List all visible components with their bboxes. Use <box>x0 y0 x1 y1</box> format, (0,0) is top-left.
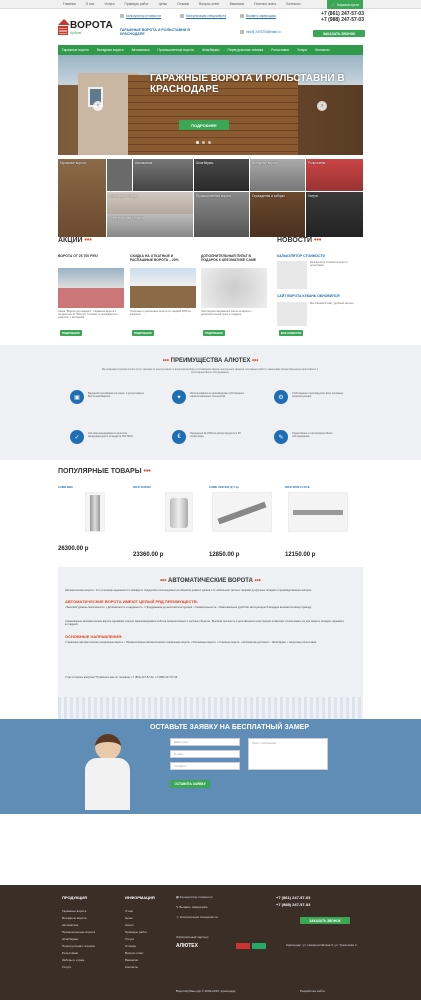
product-1-image[interactable] <box>85 492 105 532</box>
alutech-logo: АЛЮТЕХ <box>176 943 198 949</box>
toplink-useful[interactable]: Полезно знать <box>254 2 277 6</box>
promo-3-title[interactable]: ДОПОЛНИТЕЛЬНЫЙ ПУЛЬТ В ПОДАРОК К АВТОМАТИКЕ CAME <box>201 254 257 262</box>
footer-link[interactable]: Гаражные ворота <box>62 909 87 913</box>
nav-industrial[interactable]: Промышленные ворота <box>157 48 194 52</box>
category-loading[interactable]: Перегрузочная техника <box>107 214 193 237</box>
category-services[interactable]: Услуги <box>306 192 363 237</box>
mail-icon <box>240 30 244 34</box>
footer-link[interactable]: Отзывы <box>125 944 136 948</box>
nav-services[interactable]: Услуги <box>297 48 308 52</box>
footer-copyright: ВоротаКубань.рф © 2009-2015, Краснодар <box>176 989 236 993</box>
promo-1-button[interactable]: ПОДРОБНЕЕ <box>60 330 82 336</box>
footer <box>0 885 421 1000</box>
logo[interactable] <box>58 19 68 35</box>
cart-label: Корзина пуста <box>337 2 359 7</box>
hero-more-button[interactable]: ПОДРОБНЕЕ <box>179 120 229 130</box>
footer-link[interactable]: Услуги <box>125 937 135 941</box>
product-4-image[interactable] <box>288 492 348 532</box>
footer-link[interactable]: Вопрос-ответ <box>125 951 144 955</box>
footer-link[interactable]: Перегрузочная техника <box>62 944 95 948</box>
advantage-5: Продукция ALUTECH экспортируется в 60 стран мира. <box>190 432 241 439</box>
category-entry[interactable]: Въездные ворота <box>250 159 305 191</box>
footer-order-link[interactable]: ✎ Вызвать замерщика <box>176 905 208 909</box>
comment-field[interactable]: Текст сообщения <box>248 738 328 770</box>
promo-2-title[interactable]: СКИДКА НА ОТКАТНЫЕ И РАСПАШНЫЕ ВОРОТА – 20% <box>130 254 179 262</box>
top-bar <box>0 0 421 9</box>
euro-icon: € <box>172 430 186 444</box>
toplink-works[interactable]: Примеры работ <box>124 2 149 6</box>
email-field[interactable]: E-mail <box>170 750 240 758</box>
advantages-intro: Мы оказываем полный спектр услуг: начиная от консультации по вопросам выбора и составления заказа, выполнения замеров, монтажных работ и заканчивая предоставлением гарантийного и послегарантийного обслуживания. <box>101 368 319 374</box>
product-1-price: 26300.00 р <box>58 546 89 552</box>
cart-icon: 🛒 <box>331 2 336 7</box>
operator-image <box>80 728 135 814</box>
seo-h2: АВТОМАТИЧЕСКИЕ ВОРОТА ИМЕЮТ ЦЕЛЫЙ РЯД ПРЕИМУЩЕСТВ: <box>65 599 198 604</box>
all-news-button[interactable]: ВСЕ НОВОСТИ <box>280 331 302 335</box>
toplink-vacancies[interactable]: Вакансии <box>229 2 245 6</box>
order-link[interactable]: Вызвать замерщика <box>240 14 276 18</box>
footer-address: Краснодар, ул. Новороссийская 6, ул. Уральская 2 <box>286 943 357 947</box>
product-4-price: 12150.00 р <box>285 552 316 558</box>
advantage-3: Собственное производство всех основных комплектующих. <box>292 392 344 399</box>
patent-icon: ✦ <box>172 390 186 404</box>
seo-list2: • Гаражные автоматические секционные ворота. • Промышленные автоматические секционные ворота. • Распашные ворота. • Откатные ворота. • Автоматика для ворот. • Шлагбаумы. • Защитные рольставни. <box>65 641 317 644</box>
toplink-home[interactable]: Главная <box>63 2 76 6</box>
nav-automation[interactable]: Автоматика <box>131 48 150 52</box>
advantage-1: Ведущий производитель ворот и рольставен в Восточной Европе. <box>88 392 145 399</box>
advantage-2: Использование в производстве собственных запатентованных технологий. <box>190 392 245 399</box>
news-1-title[interactable]: КАЛЬКУЛЯТОР СТОИМОСТИ <box>277 254 325 258</box>
card-icon <box>236 943 250 949</box>
gear-icon: ⚙ <box>274 390 288 404</box>
calc-link[interactable]: Калькулятор стоимости <box>120 14 161 18</box>
ruler-icon: ✎ <box>176 905 180 909</box>
news-2-text: Мы обновили сайт, удобный каталог. <box>310 302 355 305</box>
footer-link[interactable]: Въездные ворота <box>62 916 87 920</box>
footer-phone-1[interactable]: +7 (861) 247-57-03 <box>276 895 311 900</box>
product-3-image[interactable] <box>212 492 272 532</box>
slider-next-icon[interactable]: › <box>317 101 327 111</box>
footer-call-button[interactable]: ЗАКАЗАТЬ ЗВОНОК <box>300 917 350 924</box>
person-icon: ☺ <box>176 915 180 919</box>
news-heading: НОВОСТИ ••• <box>277 237 322 244</box>
toplink-prices[interactable]: Цены <box>158 2 168 6</box>
factory-icon: ▣ <box>70 390 84 404</box>
promo-3-image <box>201 268 267 308</box>
footer-link[interactable]: Примеры работ <box>125 930 147 934</box>
product-3-name[interactable]: CAME VER 900 (2,7 м) <box>209 485 239 489</box>
advantages-heading: ••• ПРЕИМУЩЕСТВА АЛЮТЕХ ••• <box>162 358 259 364</box>
footer-link[interactable]: Заборы и ограж. <box>62 958 85 962</box>
nav-entry[interactable]: Въездные ворота <box>96 48 124 52</box>
category-barriers[interactable]: Шлагбаумы <box>194 159 249 191</box>
consult-link[interactable]: Консультация специалиста <box>180 14 226 18</box>
brand-name: ВОРОТА <box>70 20 113 31</box>
seo-p1: Автоматические ворота - это сочетание надежности и комфорта. Среди всех используемых на объектах разного уровня и от небольших частных гаражей до крупных складов и производственных ангаров. <box>65 589 312 592</box>
category-shutters[interactable]: Рольставни <box>306 159 363 191</box>
promo-1-image <box>58 268 124 308</box>
wrench-icon: ✎ <box>274 430 288 444</box>
seo-p3: У вас остались вопросы? Позвоните нам по телефону +7 (861) 247-57-03, +7 (988) 247-57-03. <box>65 676 178 679</box>
footer-link[interactable]: Промышленные ворота <box>62 930 96 934</box>
seo-h3: ОСНОВНЫЕ НАПРАВЛЕНИЯ: <box>65 634 123 639</box>
footer-dev[interactable]: Разработка сайта <box>300 989 325 993</box>
toplink-services[interactable]: Услуги <box>104 2 115 6</box>
call-button[interactable]: ЗАКАЗАТЬ ЗВОНОК <box>313 30 365 37</box>
name-field[interactable]: Ваше имя <box>170 738 240 746</box>
product-3-price: 12850.00 р <box>209 552 240 558</box>
category-automation[interactable]: Автоматика <box>133 159 193 191</box>
seo-heading: ••• АВТОМАТИЧЕСКИЕ ВОРОТА ••• <box>160 578 261 584</box>
product-1-name[interactable]: CAME DBX <box>58 485 73 489</box>
phone-field[interactable]: Телефон <box>170 762 240 770</box>
news-2-image <box>277 302 307 326</box>
form-title: ОСТАВЬТЕ ЗАЯВКУ НА БЕСПЛАТНЫЙ ЗАМЕР <box>150 724 309 731</box>
submit-button[interactable]: ОСТАВИТЬ ЗАЯВКУ <box>170 780 210 788</box>
footer-col2-title: ИНФОРМАЦИЯ <box>125 895 155 900</box>
nav-garage[interactable]: Гаражные ворота <box>62 48 89 52</box>
toplink-about[interactable]: О нас <box>85 2 95 6</box>
slogan: ГАРАЖНЫЕ ВОРОТА И РОЛЬСТАВНИ В КРАСНОДАРЕ <box>120 28 190 37</box>
product-2-price: 23360.00 р <box>133 552 164 558</box>
quality-icon: ✓ <box>70 430 84 444</box>
main-nav <box>58 45 363 55</box>
footer-spacer <box>0 814 421 885</box>
footer-calc-link[interactable]: ▦ Калькулятор стоимости <box>176 895 213 899</box>
person-icon <box>180 14 184 18</box>
fence-decoration <box>58 697 363 719</box>
slider-dots[interactable] <box>196 141 211 144</box>
ruler-icon <box>240 14 244 18</box>
nav-contacts[interactable]: Контакты <box>315 48 330 52</box>
calculator-icon: ▦ <box>176 895 180 899</box>
hero-title: ГАРАЖНЫЕ ВОРОТА И РОЛЬСТАВНИ В КРАСНОДАРЕ <box>150 73 345 95</box>
products-heading: ПОПУЛЯРНЫЕ ТОВАРЫ ••• <box>58 468 151 475</box>
phone-2[interactable]: +7 (988) 247-57-03 <box>321 17 364 23</box>
toplink-contacts[interactable]: Контакты <box>286 2 301 6</box>
header-phones <box>312 11 364 23</box>
promo-1-text: Акция "Ворота для каждого". Гаражные ворота с мощностью 27 300 руб. Стоимость указывается в комплект с монтажом. <box>58 310 118 320</box>
news-1-image <box>277 261 307 289</box>
promos-heading: АКЦИИ ••• <box>58 237 92 244</box>
nav-shutters[interactable]: Рольставни <box>271 48 290 52</box>
seo-list1: • Высокий уровень безопасности. • Долговечность и надежность. • Продуманная до мелочей конструкция. • Универсальность. • Максимальное удобство эксплуатации благодаря автоматическому приводу. <box>65 606 312 609</box>
advantage-4: Система менеджмента качества международного стандарта ISO 9001. <box>88 432 134 439</box>
email-link[interactable]: info@ 2476753@mail.ru <box>240 30 280 34</box>
brand-sub: Кубань <box>70 31 82 35</box>
footer-link[interactable]: Рольставни <box>62 951 79 955</box>
toplink-reviews[interactable]: Отзывы <box>177 2 190 6</box>
cart-button[interactable] <box>327 0 363 9</box>
promo-3-text: При покупке автоматики Came на ворота – дополнительный пульт в подарок. <box>201 310 253 317</box>
footer-phone-2[interactable]: +7 (988) 247-57-03 <box>276 902 311 907</box>
phone-1[interactable]: +7 (861) 247-57-03 <box>321 11 364 17</box>
footer-consult-link[interactable]: ☺ Консультация специалиста <box>176 915 218 919</box>
promo-2-text: Откатные и распашные ворота со скидкой 20% на комплект <box>130 310 191 317</box>
footer-link[interactable]: Услуги <box>62 965 72 969</box>
category-warehouse[interactable]: Ворота для складов <box>107 192 193 237</box>
news-2-title[interactable]: САЙТ ВОРОТА КУБАНЬ ОБНОВИЛСЯ <box>277 294 340 298</box>
nav-barriers[interactable]: Шлагбаумы <box>201 48 220 52</box>
footer-col1-title: ПРОДУКЦИЯ <box>62 895 88 900</box>
footer-link[interactable]: Цены <box>125 916 133 920</box>
card-icon <box>252 943 266 949</box>
footer-link[interactable]: Контакты <box>125 965 138 969</box>
slider-prev-icon[interactable]: ‹ <box>93 101 103 111</box>
promo-1-title[interactable]: ВОРОТА ОТ 25 700 РУБ! <box>58 254 98 258</box>
category-automation-thumb[interactable] <box>107 159 132 191</box>
footer-link[interactable]: Вакансии <box>125 958 139 962</box>
product-4-name[interactable]: NICE SPIN 21 KCE <box>285 485 310 489</box>
product-2-image[interactable] <box>165 492 193 532</box>
promo-2-image <box>130 268 196 308</box>
seo-p2: Современные автоматические ворота одинаково хорошо зарекомендовали себя на промышленных и частных объектах. Высокая прочность и долговечность конструкции позволяют использовать их для защиты складов, гаражей и коттеджей. <box>65 620 345 627</box>
promo-2-button[interactable]: ПОДРОБНЕЕ <box>132 330 154 336</box>
calculator-icon <box>120 14 124 18</box>
promo-3-button[interactable]: ПОДРОБНЕЕ <box>203 330 225 336</box>
footer-partner: Официальный партнер <box>176 935 209 939</box>
advantage-6: Гарантийное и послегарантийное обслуживание. <box>292 432 333 439</box>
footer-link[interactable]: Автоматика <box>62 923 79 927</box>
category-industrial[interactable]: Промышленные ворота <box>194 192 249 237</box>
footer-link[interactable]: О нас <box>125 909 133 913</box>
category-garage[interactable]: Гаражные ворота <box>58 159 106 237</box>
category-fences[interactable]: Ограждения и заборы <box>250 192 305 237</box>
nav-loading[interactable]: Перегрузочная техника <box>227 48 264 52</box>
news-1-text: Калькулятор стоимости ворот и рольставен. <box>310 261 349 268</box>
toplink-faq[interactable]: Вопрос-ответ <box>199 2 220 6</box>
footer-link[interactable]: Акции <box>125 923 134 927</box>
footer-link[interactable]: Шлагбаумы <box>62 937 79 941</box>
product-2-name[interactable]: NICE SO2000 <box>133 485 151 489</box>
